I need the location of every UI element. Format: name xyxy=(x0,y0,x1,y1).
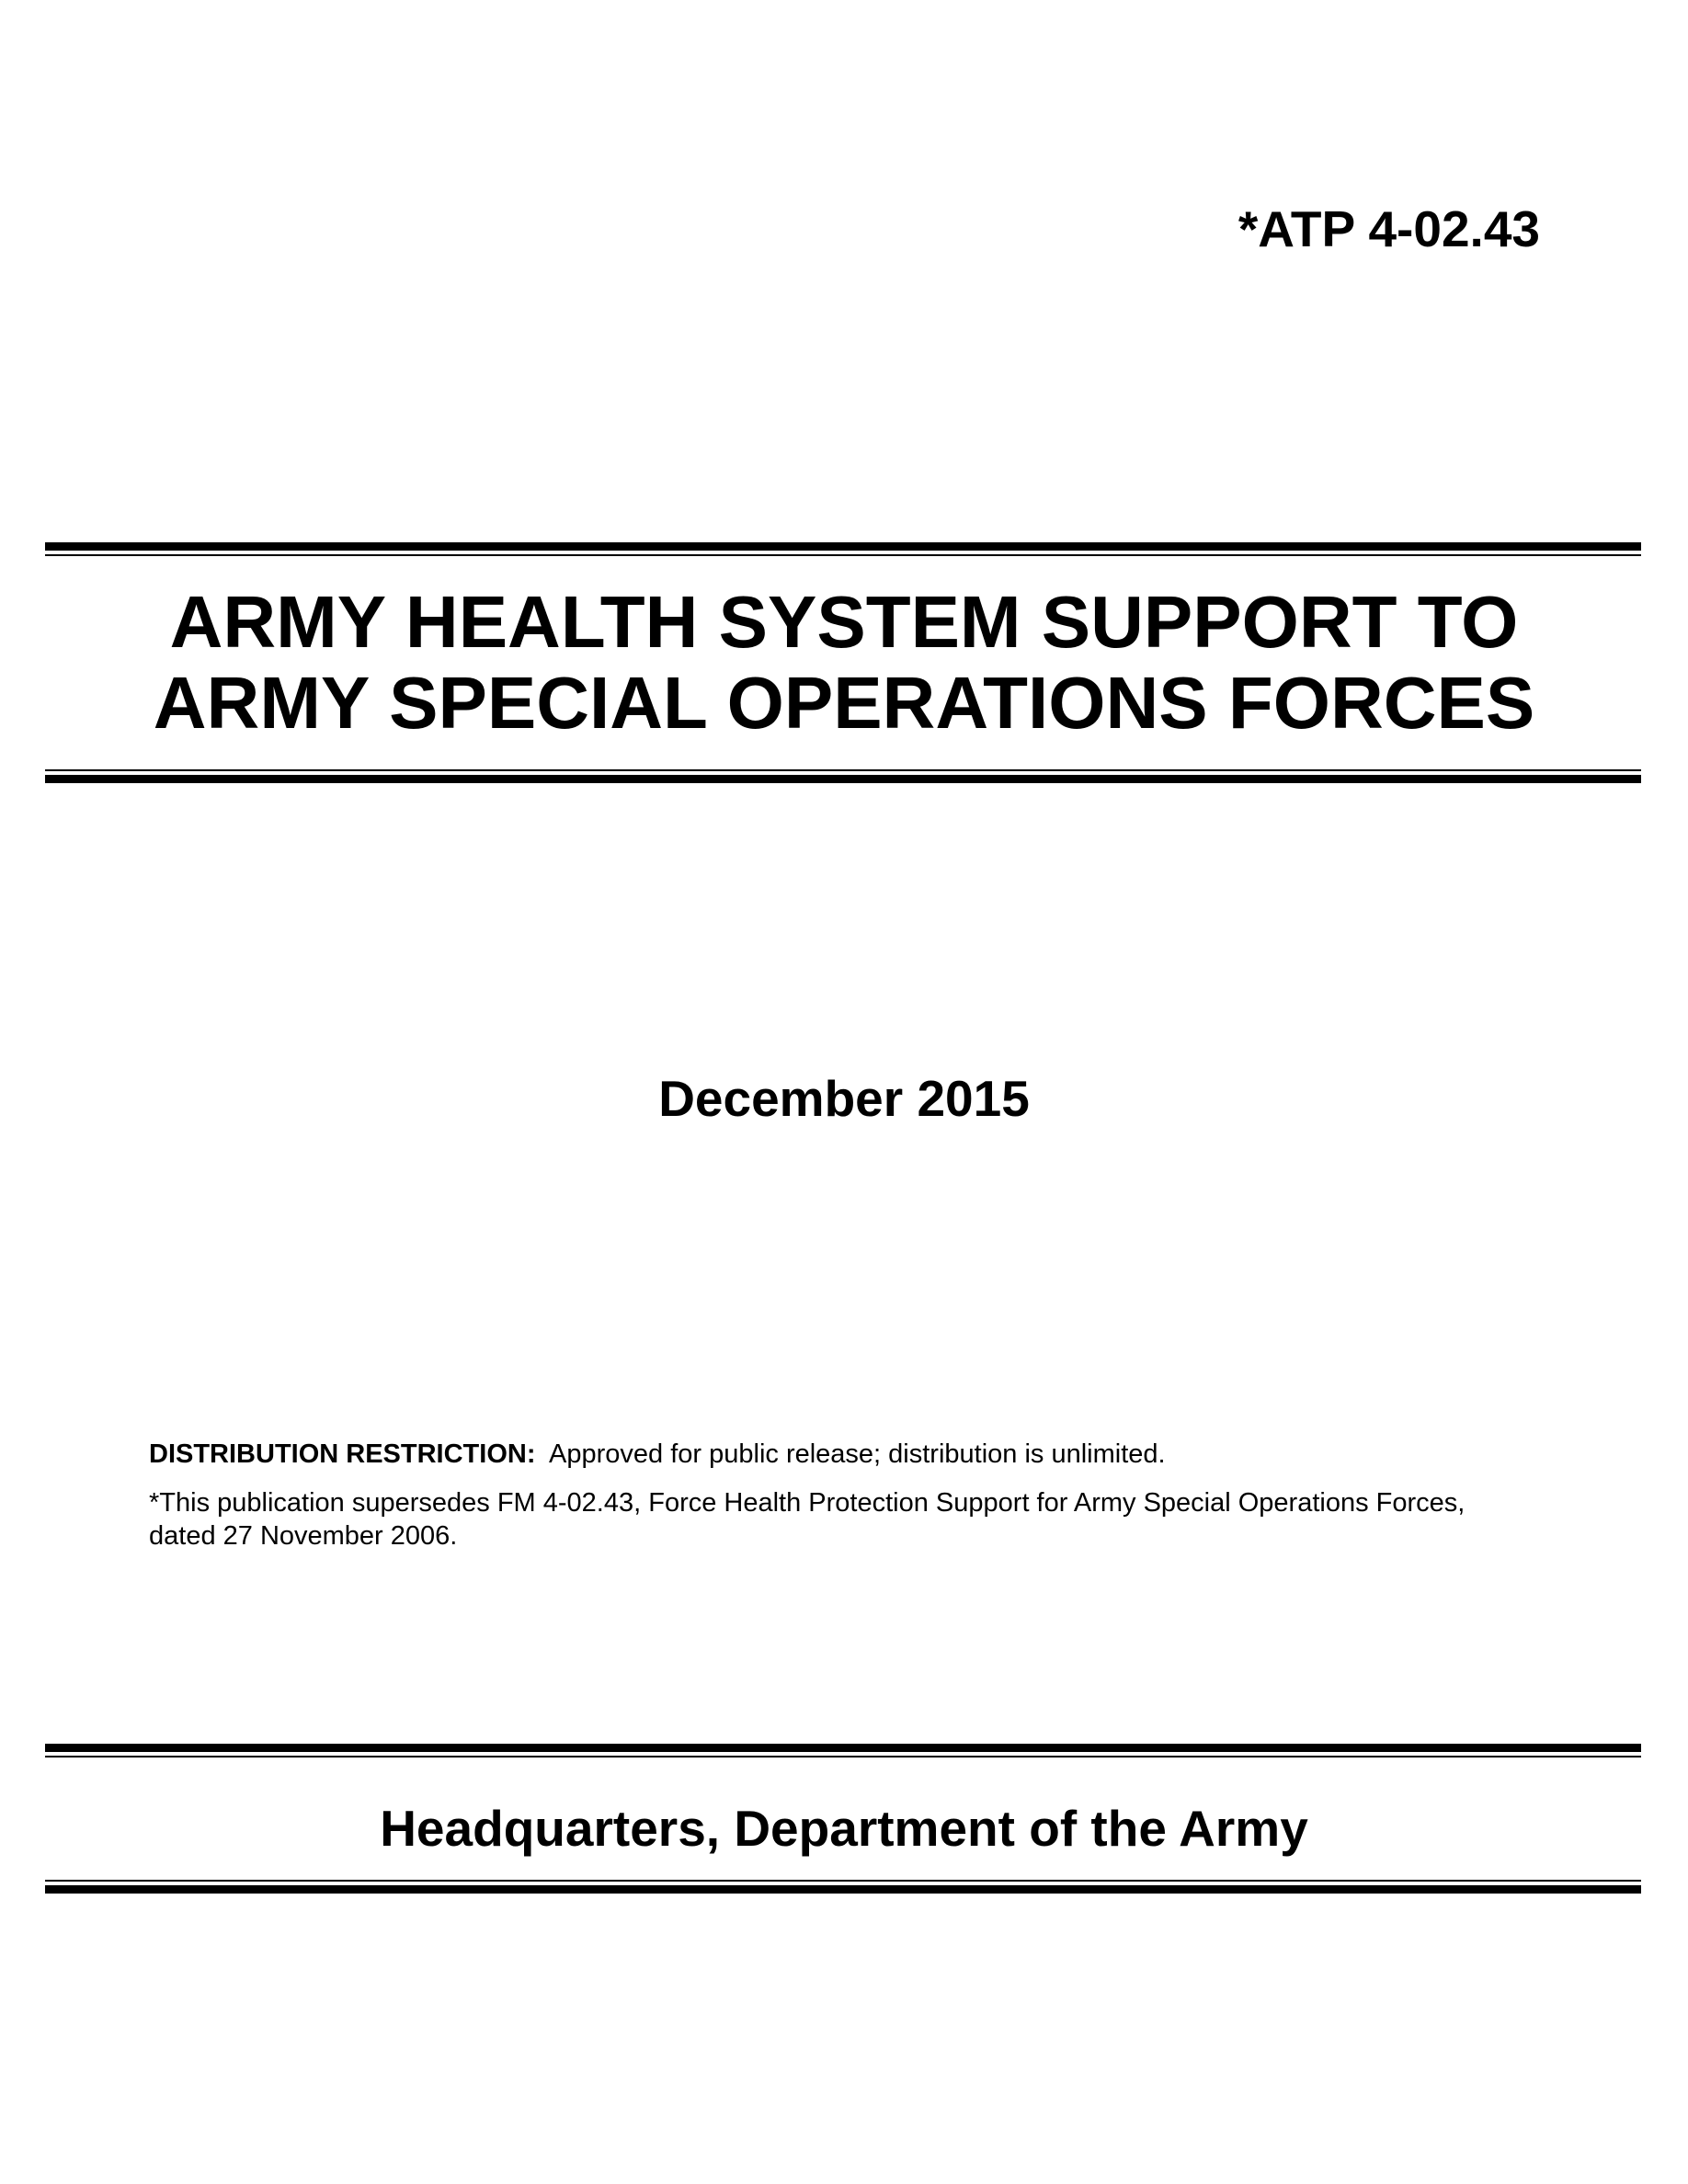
title-line-2: ARMY SPECIAL OPERATIONS FORCES xyxy=(153,662,1535,744)
supersedes-line-1: *This publication supersedes FM 4-02.43, Force Health Protection Support for Army Special Operations Forces, xyxy=(149,1488,1466,1518)
footer-top-rule xyxy=(45,1744,1641,1757)
title-bottom-rule xyxy=(45,769,1641,783)
headquarters-line: Headquarters, Department of the Army xyxy=(380,1800,1308,1857)
distribution-text: Approved for public release; distribution is unlimited. xyxy=(549,1439,1166,1469)
footer-bottom-rule xyxy=(45,1880,1641,1894)
document-title xyxy=(0,582,1688,744)
title-line-1: ARMY HEALTH SYSTEM SUPPORT TO xyxy=(169,581,1519,663)
publication-date: December 2015 xyxy=(658,1070,1030,1127)
distribution-restriction xyxy=(149,1439,1546,1470)
supersedes-note xyxy=(149,1486,1546,1553)
title-top-rule xyxy=(45,542,1641,556)
supersedes-line-2: dated 27 November 2006. xyxy=(149,1521,458,1551)
publication-number: *ATP 4-02.43 xyxy=(1237,200,1540,257)
distribution-label: DISTRIBUTION RESTRICTION: xyxy=(149,1439,536,1469)
